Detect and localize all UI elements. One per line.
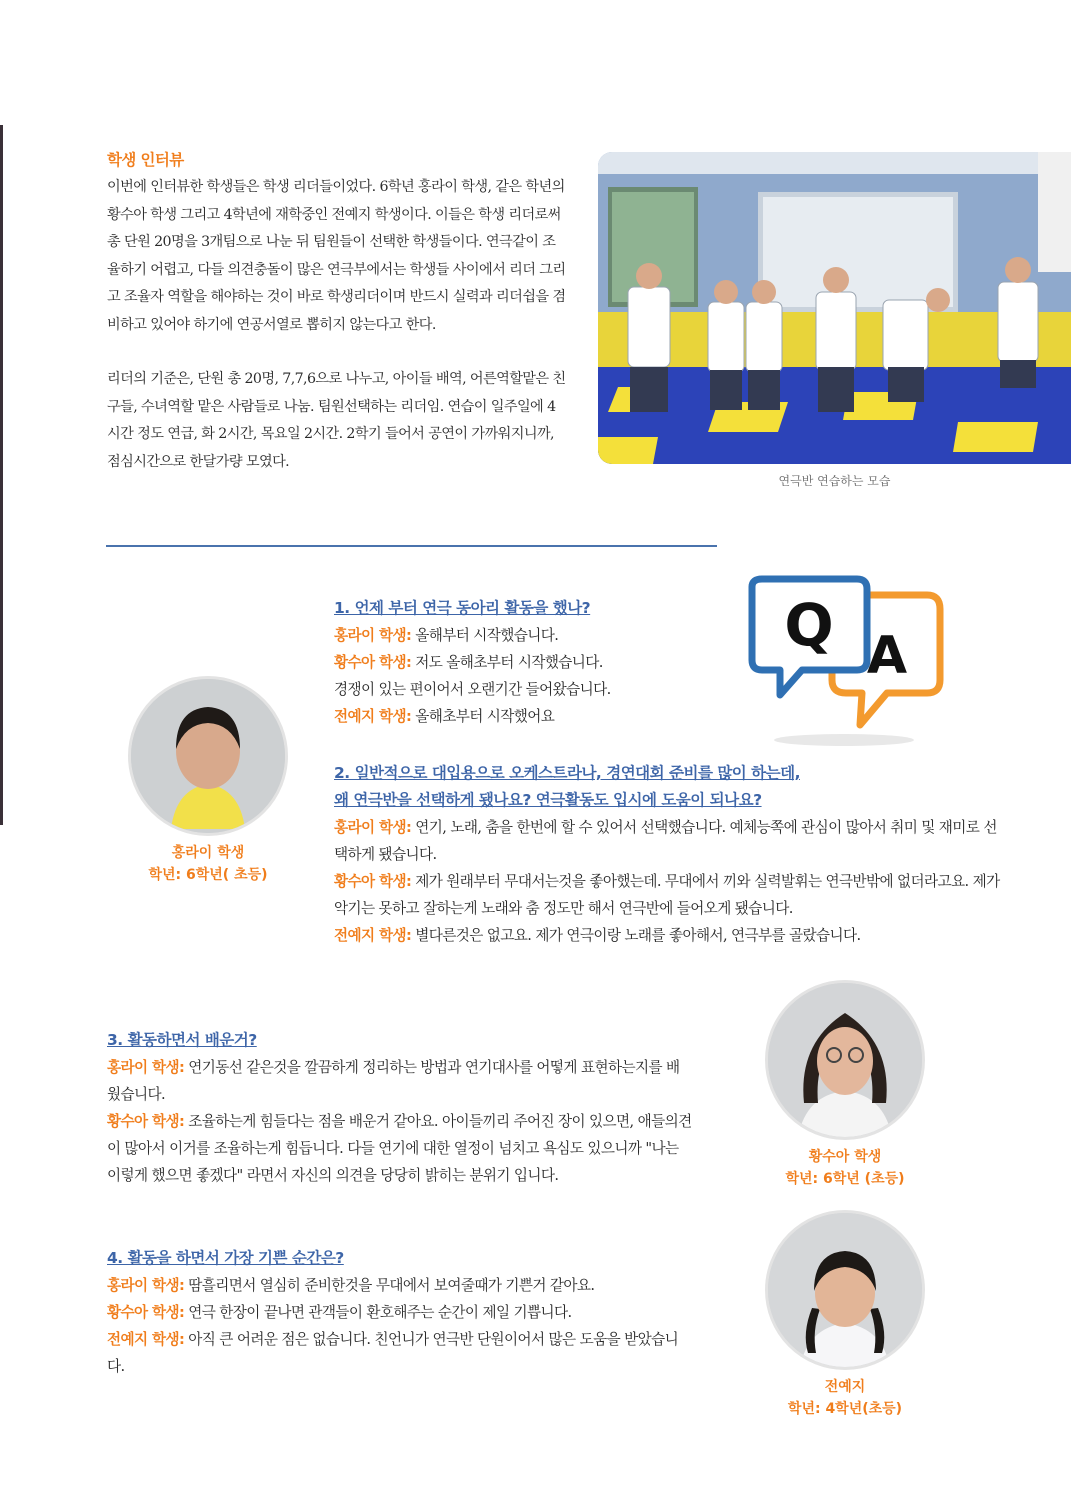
answer-text: 아직 큰 어려운 점은 없습니다. 친언니가 연극반 단원이어서 많은 도움을 받았습니다.	[107, 1331, 679, 1375]
answer-label: 황수아 학생:	[107, 1304, 185, 1321]
answer-text: 땀흘리면서 열심히 준비한것을 무대에서 보여줄때가 기쁜거 같아요.	[184, 1277, 595, 1294]
answer-label: 홍라이 학생:	[107, 1059, 185, 1076]
q4-question: 4. 활동을 하면서 가장 기쁜 순간은?	[107, 1249, 344, 1267]
q-letter: Q	[784, 591, 834, 659]
hong-grade: 학년: 6학년( 초등)	[148, 867, 268, 883]
q4-answer-3	[107, 1326, 692, 1380]
q1-question: 1. 언제 부터 연극 동아리 활동을 했나?	[334, 599, 591, 617]
photo-caption: 연극반 연습하는 모습	[778, 474, 891, 488]
q2-section	[334, 760, 1004, 949]
answer-label: 홍라이 학생:	[334, 819, 412, 836]
q4-section	[107, 1245, 692, 1380]
portrait-jeon	[768, 1213, 922, 1367]
q3-answer-2	[107, 1108, 692, 1189]
answer-text: 올해초부터 시작했어요	[411, 708, 555, 725]
answer-text: 경쟁이 있는 편이어서 오랜기간 들어왔습니다.	[334, 681, 611, 698]
hwang-name: 황수아 학생	[808, 1149, 882, 1165]
q1-section	[334, 595, 734, 730]
a-letter: A	[866, 626, 908, 686]
qa-icon	[742, 575, 947, 750]
section-divider	[106, 545, 717, 547]
answer-label: 전예지 학생:	[334, 708, 412, 725]
q1-answer-4	[334, 703, 734, 730]
avatar-hong	[128, 676, 288, 836]
answer-label: 전예지 학생:	[107, 1331, 185, 1348]
profile-jeon	[765, 1210, 925, 1420]
answer-text: 연기, 노래, 춤을 한번에 할 수 있어서 선택했습니다. 예체능쪽에 관심이 많아서 취미 및 재미로 선택하게 됐습니다.	[334, 819, 997, 863]
portrait-hwang	[768, 983, 922, 1137]
avatar-jeon	[765, 1210, 925, 1370]
answer-label: 황수아 학생:	[107, 1113, 185, 1130]
profile-hong	[128, 676, 288, 886]
answer-label: 황수아 학생:	[334, 654, 412, 671]
intro-paragraph-2: 리더의 기준은, 단원 총 20명, 7,7,6으로 나누고, 아이들 배역, 어른역할맡은 친구들, 수녀역할 맡은 사람들로 나눔. 팀원선택하는 리더임. 연습이 일주일에 4시간 정도 연급, 화 2시간, 목요일 2시간. 2학기 들어서 공연이 가까워지니까, 점심시간으로 한달가량 모였다.	[107, 371, 566, 470]
jeon-grade: 학년: 4학년(초등)	[787, 1401, 903, 1417]
hwang-grade: 학년: 6학년 (초등)	[785, 1171, 905, 1187]
profile-hwang	[765, 980, 925, 1190]
rehearsal-photo-illustration	[598, 152, 1071, 464]
q2-answer-1	[334, 814, 1004, 868]
speech-bubbles-icon	[742, 575, 947, 750]
answer-label: 전예지 학생:	[334, 927, 412, 944]
answer-label: 황수아 학생:	[334, 873, 412, 890]
hong-name: 홍라이 학생	[171, 845, 245, 861]
answer-text: 저도 올해초부터 시작했습니다.	[411, 654, 603, 671]
intro-section	[107, 148, 567, 476]
q2-answer-2	[334, 868, 1004, 922]
page-edge-bar	[0, 125, 3, 825]
q2-question-line1: 2. 일반적으로 대입용으로 오케스트라나, 경연대회 준비를 많이 하는데,	[334, 764, 800, 782]
q1-answer-2	[334, 649, 734, 676]
interview-heading: 학생 인터뷰	[107, 151, 184, 169]
q1-answer-3	[334, 676, 734, 703]
intro-paragraph-1: 이번에 인터뷰한 학생들은 학생 리더들이었다. 6학년 홍라이 학생, 같은 학년의 황수아 학생 그리고 4학년에 재학중인 전예지 학생이다. 이들은 학생 리더로써 총 단원 20명을 3개팀으로 나눈 뒤 팀원들이 선택한 학생들이다. 연극같이 조율하기 어렵고, 다들 의견충돌이 많은 연극부에서는 학생들 사이에서 리더 그리고 조율자 역할을 해야하는 것이 바로 학생리더이며 반드시 실력과 리더쉽을 겸비하고 있어야 하기에 연공서열로 뽑히지 않는다고 한다.	[107, 179, 566, 333]
q1-answer-1	[334, 622, 734, 649]
answer-text: 제가 원래부터 무대서는것을 좋아했는데. 무대에서 끼와 실력발휘는 연극반밖에 없더라고요. 제가 악기는 못하고 잘하는게 노래와 춤 정도만 해서 연극반에 들어오게 됐습니다.	[334, 873, 1000, 917]
answer-text: 연기동선 같은것을 깔끔하게 정리하는 방법과 연기대사를 어떻게 표현하는지를 배웠습니다.	[107, 1059, 680, 1103]
avatar-hwang	[765, 980, 925, 1140]
rehearsal-photo	[598, 152, 1071, 464]
answer-text: 조율하는게 힘들다는 점을 배운거 같아요. 아이들끼리 주어진 장이 있으면, 애들의견이 많아서 이거를 조율하는게 힘듭니다. 다들 연기에 대한 열정이 넘치고 욕심도 있으니까 "나는 이렇게 했으면 좋겠다" 라면서 자신의 의견을 당당히 밝히는 분위기 입니다.	[107, 1113, 692, 1184]
answer-label: 홍라이 학생:	[107, 1277, 185, 1294]
q3-answer-1	[107, 1054, 692, 1108]
answer-text: 별다른것은 없고요. 제가 연극이랑 노래를 좋아해서, 연극부를 골랐습니다.	[411, 927, 861, 944]
portrait-hong	[131, 679, 285, 833]
q4-answer-1	[107, 1272, 692, 1299]
answer-text: 올해부터 시작했습니다.	[411, 627, 559, 644]
jeon-name: 전예지	[824, 1379, 866, 1395]
answer-text: 연극 한장이 끝나면 관객들이 환호해주는 순간이 제일 기쁩니다.	[184, 1304, 572, 1321]
answer-label: 홍라이 학생:	[334, 627, 412, 644]
q4-answer-2	[107, 1299, 692, 1326]
q3-section	[107, 1027, 692, 1189]
q2-answer-3	[334, 922, 1004, 949]
q2-question-line2: 왜 연극반을 선택하게 됐나요? 연극활동도 입시에 도움이 되나요?	[334, 791, 762, 809]
q3-question: 3. 활동하면서 배운거?	[107, 1031, 257, 1049]
